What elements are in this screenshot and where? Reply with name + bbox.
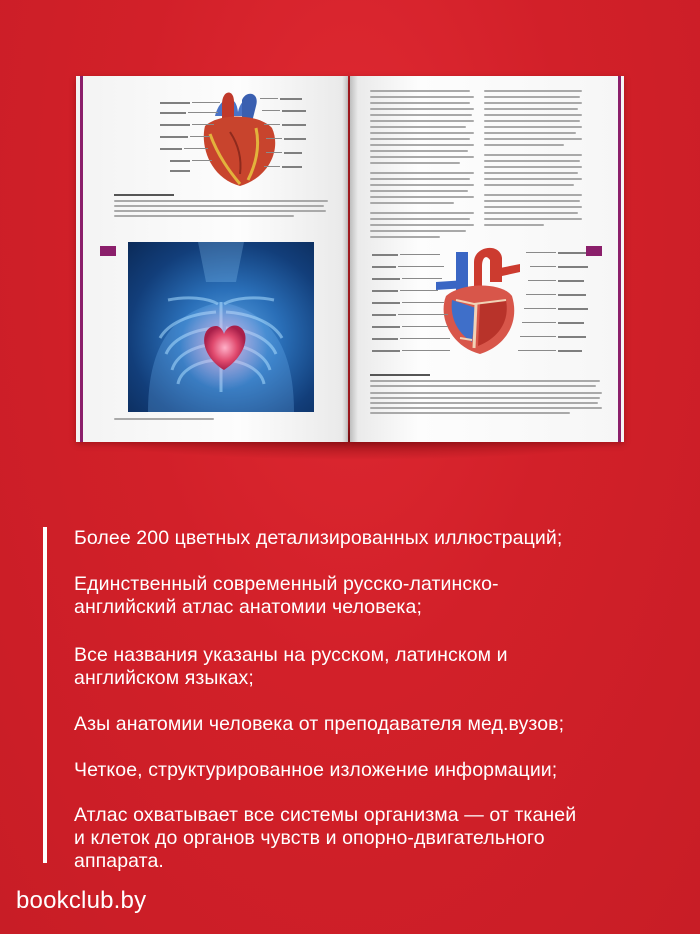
feature-line: Единственный современный русско-латинско- [74, 573, 499, 595]
feature-item [74, 527, 674, 550]
feature-line: Все названия указаны на русском, латинском и [74, 644, 508, 666]
feature-item [74, 573, 674, 619]
brand-label: bookclub.by [16, 887, 147, 914]
left-page [76, 76, 348, 442]
feature-item [74, 713, 674, 736]
feature-line: Атлас охватывает все системы организма — от тканей [74, 804, 577, 826]
feature-line: Более 200 цветных детализированных иллюстраций; [74, 527, 563, 549]
right-page-edge [618, 76, 621, 442]
feature-line: английском языках; [74, 667, 254, 689]
right-page-number [586, 246, 602, 256]
feature-line: и клеток до органов чувств и опорно-двигательного [74, 827, 545, 849]
open-book-image [76, 76, 624, 442]
book-gutter [342, 76, 358, 442]
feature-item [74, 804, 674, 873]
feature-line: Четкое, структурированное изложение информации; [74, 759, 558, 781]
left-page-edge [80, 76, 83, 442]
feature-line: аппарата. [74, 850, 164, 872]
feature-line: Азы анатомии человека от преподавателя мед.вузов; [74, 713, 565, 735]
feature-item [74, 644, 674, 690]
feature-line: английский атлас анатомии человека; [74, 596, 422, 618]
feature-item [74, 759, 674, 782]
features-list [43, 527, 667, 872]
left-page-number [100, 246, 116, 256]
right-page [350, 76, 624, 442]
chest-xray-heart-photo [128, 242, 314, 412]
